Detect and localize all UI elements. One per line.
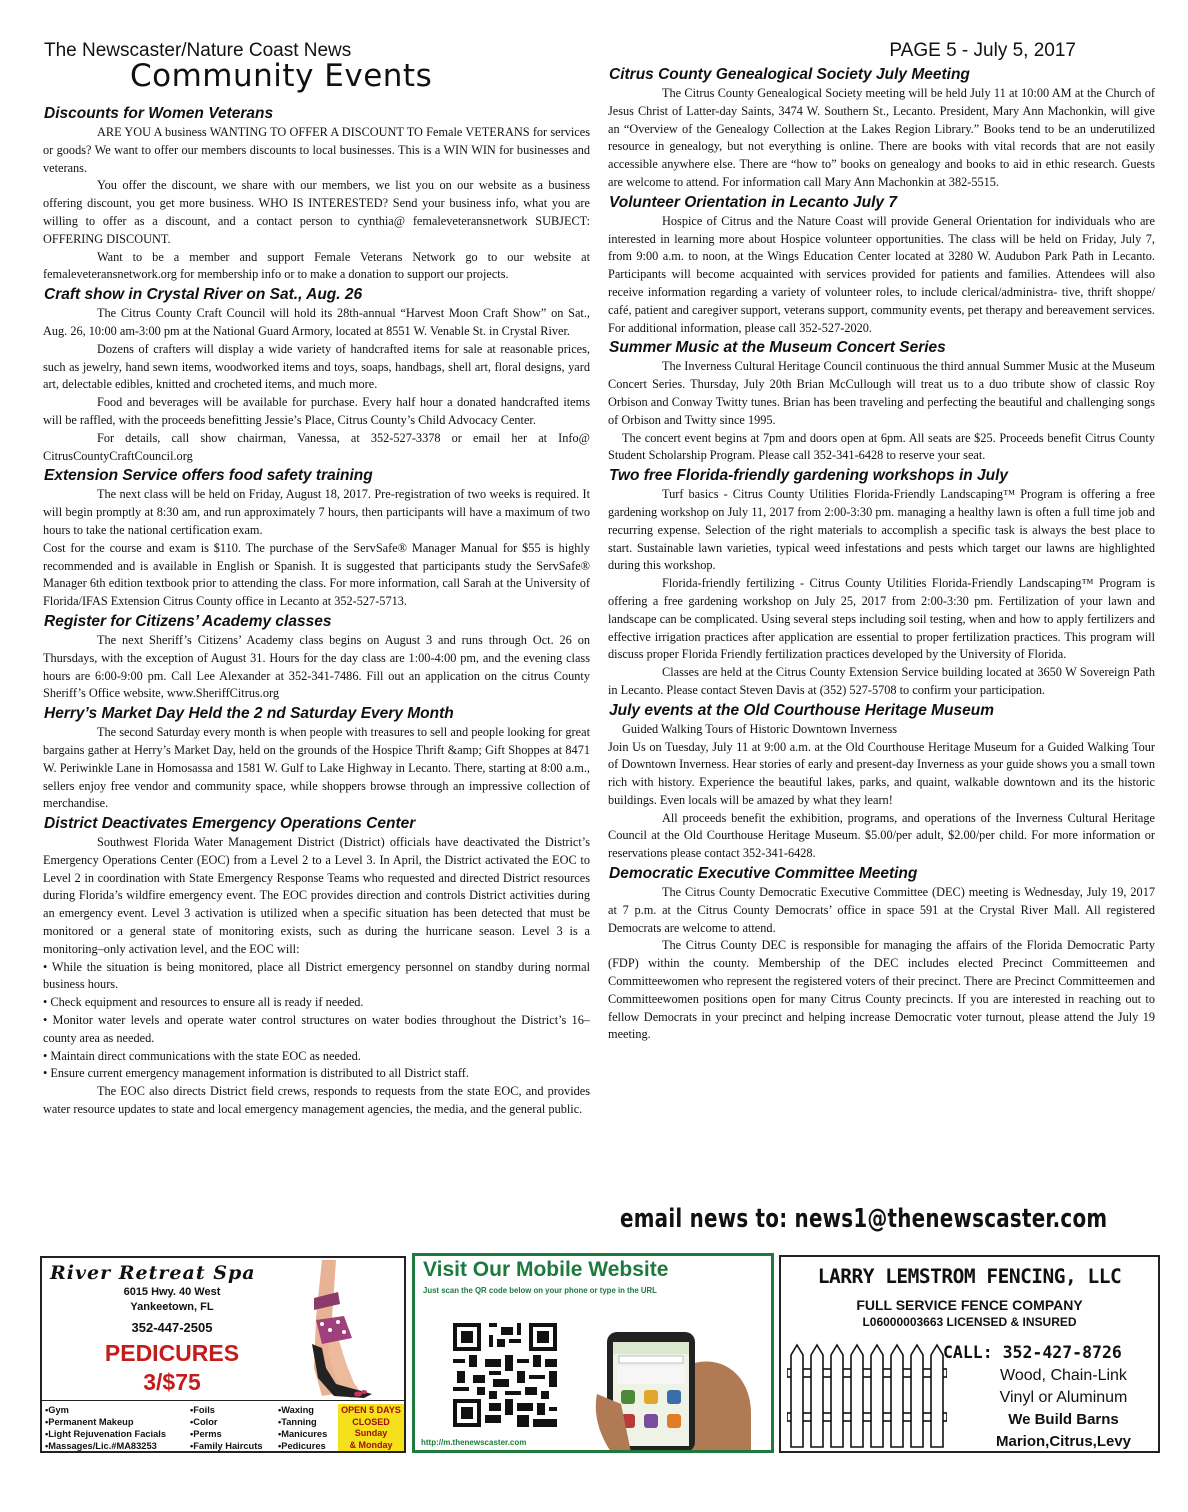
spa-service: •Tanning xyxy=(278,1417,317,1427)
article-paragraph: Food and beverages will be available for purchase. Every half hour a donated handcrafted items will be raffled, with the proceeds benefitting Jessie’s Place, Citrus County’s Child Advocacy Center. xyxy=(43,395,590,427)
article xyxy=(43,286,590,465)
article-paragraph: The Citrus County Democratic Executive Committee (DEC) meeting is Wednesday, July 19, 2017 at 7 p.m. at the Citrus County Democrats’ office in space 591 at the Crystal River Mall. All registered Democrats are welcome to attend. xyxy=(608,885,1155,935)
fence-barns-line: We Build Barns xyxy=(1008,1411,1119,1428)
article-paragraph: The second Saturday every month is when people with treasures to sell and people looking for great bargains gather at Herry’s Market Day, held on the grounds of the Hospice Thrift &amp; Gift Shoppes at 8471 W. Periwinkle Lane in Homosassa and 1581 W. Gulf to Lake Highway in Lecanto. There, starting at 8:00 a.m., sellers enjoy free vendor and community space, while shoppers browse through an impressive collection of merchandise. xyxy=(43,725,590,811)
article-paragraph: The Citrus County Craft Council will hold its 28th-annual “Harvest Moon Craft Show” on Sat., Aug. 26, 10:00 am-3:00 pm at the National Guard Armory, located at 8551 W. Venable St. in Crystal River. xyxy=(43,306,590,338)
spa-phone: 352-447-2505 xyxy=(131,1320,213,1335)
article-headline: Craft show in Crystal River on Sat., Aug. 26 xyxy=(44,286,363,304)
spa-service: •Manicures xyxy=(278,1429,328,1439)
spa-service: •Family Haircuts xyxy=(190,1441,263,1451)
article-paragraph: Want to be a member and support Female Veterans Network go to our website at femaleveteransnetwork.org for membership info or to make a donation to support our projects. xyxy=(43,249,590,282)
article xyxy=(608,467,1155,700)
article-paragraph: Hospice of Citrus and the Nature Coast will provide General Orientation for individuals who are interested in learning more about Hospice volunteer opportunities. The class will be held on Friday, July 7, from 9:00 a.m. to noon, at the Wings Education Center located at 3280 W. Audubon Park Path in Lecanto. Participants will become acquainted with services provided for patients and families. Attendees will also receive information regarding a variety of volunteer roles, to include clerical/administra- tive, thrift shoppe/ café, patient and caregiver support, veterans support, community events, pet therapy and bereavement services. For additional information, please call 352-527-2020. xyxy=(608,213,1155,335)
article-headline: Herry’s Market Day Held the 2 nd Saturday Every Month xyxy=(44,705,454,723)
article-paragraph: The Citrus County Genealogical Society meeting will be held July 11 at 10:00 AM at the Church of Jesus Christ of Latter-day Saints, 3474 W. Southern St., Lecanto. President, Mary Ann Machonkin, will give an “Overview of the Genealogy Collection at the Lakes Region Library.” Books tend to be an underutilized resource in genealogy, but not everything is online. There are books with vital records that are not easily accessible anywhere else. There are “how to” books on genealogy and books to aid in ethic research. Guests are welcome to attend. For information call Mary Ann Machonkin at 382-5515. xyxy=(608,86,1155,189)
spa-divider xyxy=(42,1400,404,1401)
article-paragraph: Florida-friendly fertilizing - Citrus County Utilities Florida-Friendly Landscaping™ Program is offering a free gardening workshop on July 25, 2017 from 2:00-3:30 pm. Fertilization of your lawn and landscape can be complicated. Using several steps including soil testing, when and how to apply fertilizers and effective irrigation practices after application are essential to proper fertilization practices. This program will discuss proper Florida Friendly fertilization practices developed by the University of Florida. xyxy=(608,576,1155,662)
article-paragraph: Turf basics - Citrus County Utilities Florida-Friendly Landscaping™ Program is offering a free gardening workshop on July 11, 2017 from 2:00-3:30 pm. managing a healthy lawn is often a full time job and recurring expense. Selection of the right materials to accomplish a specific task is always the best place to start. Sustainable lawn varieties, typical weed infestations and pests which target our lawns are highlighted during this workshop. xyxy=(608,487,1155,573)
article-paragraph: Cost for the course and exam is $110. The purchase of the ServSafe® Manager Manual for $55 is highly recommended and is available in English or Spanish. It is suggested that participants study the ServSafe® Manager 6th edition textbook prior to attending the class. For more information, call Sarah at the University of Florida/IFAS Extension Citrus County office in Lecanto at 352-527-5713. xyxy=(43,540,590,609)
article xyxy=(608,194,1155,338)
article xyxy=(43,105,590,284)
article-paragraph: Dozens of crafters will display a wide variety of handcrafted items for sale at reasonable prices, such as jewelry, hand sewn items, woodworked items and toys, soaps, handbags, shell art, floral designs, yard art, delectable edibles, knitted and crocheted items, and much more. xyxy=(43,341,590,392)
spa-address-line2: Yankeetown, FL xyxy=(130,1301,214,1313)
article-paragraph: The Inverness Cultural Heritage Council continuous the third annual Summer Music at the Museum Concert Series. Thursday, July 20th Brian McCullough will treat us to a duo tribute show of classic Roy Orbison and Conway Twitty tunes. Brian has been traveling and perfecting the beautiful and challenging songs of Orbison and Twitty since 1995. xyxy=(608,359,1155,427)
smartphone-in-hand-icon xyxy=(591,1304,751,1452)
spa-service: •Permanent Makeup xyxy=(45,1417,134,1427)
spa-services-col2 xyxy=(190,1404,263,1452)
spa-hours-line: & Monday xyxy=(349,1439,393,1450)
spa-hours-line: CLOSED xyxy=(352,1416,390,1427)
spa-service: •Gym xyxy=(45,1405,69,1415)
fence-illustration-icon xyxy=(787,1341,947,1449)
spa-price: 3/$75 xyxy=(143,1369,201,1395)
mobile-ad-subtitle: Just scan the QR code below on your phone or type in the URL xyxy=(423,1286,657,1295)
page-info: PAGE 5 - July 5, 2017 xyxy=(889,40,1076,61)
spa-services-col3 xyxy=(278,1404,327,1452)
article xyxy=(608,339,1155,465)
fence-counties-line: Marion,Citrus,Levy xyxy=(995,1433,1132,1450)
article-paragraph: • Check equipment and resources to ensure all is ready if needed. xyxy=(43,995,364,1010)
article-headline: Register for Citizens’ Academy classes xyxy=(44,612,332,630)
mobile-ad-title: Visit Our Mobile Website xyxy=(423,1258,669,1281)
mobile-ad-url[interactable]: http://m.thenewscaster.com xyxy=(421,1438,527,1447)
right-column xyxy=(608,64,1155,1194)
article-paragraph: The EOC also directs District field crews, responds to requests from the state EOC, and provides water resource updates to state and local emergency management agencies, the media, and the general public. xyxy=(43,1084,590,1117)
fence-company-ad[interactable] xyxy=(779,1255,1160,1453)
article-headline: July events at the Old Courthouse Heritage Museum xyxy=(609,701,994,719)
article xyxy=(608,702,1155,863)
article-headline: District Deactivates Emergency Operations Center xyxy=(44,815,416,833)
article-paragraph: The concert event begins at 7pm and doors open at 6pm. All seats are $25. Proceeds benefit Citrus County Student Scholarship Program. Please call 352-341-6428 to reserve your seat. xyxy=(608,430,1155,463)
spa-hours-line: OPEN 5 DAYS xyxy=(341,1405,401,1415)
article xyxy=(43,467,590,611)
article-paragraph: All proceeds benefit the exhibition, programs, and operations of the Inverness Cultural Heritage Council at the Old Courthouse Heritage Museum. $5.00/per adult, $2.00/per child. For more information or reservations please contact 352-341-6428. xyxy=(608,810,1155,861)
article-headline: Volunteer Orientation in Lecanto July 7 xyxy=(609,193,897,211)
article-paragraph: The Citrus County DEC is responsible for managing the affairs of the Florida Democratic Party (FDP) within the county. Membership of the DEC includes elected Precinct Committeemen and Committeewomen who represent the registered voters of their precinct. There are Precinct Committeemen and Committeewomen positions open for many Citrus County precincts. If you are interested in reaching out to fellow Democrats in your precinct and helping increase Democratic voter turnout, please attend the July 19 meeting. xyxy=(608,938,1155,1042)
mobile-website-ad[interactable] xyxy=(412,1253,774,1453)
spa-service: •Perms xyxy=(190,1429,222,1439)
spa-service: •Light Rejuvenation Facials xyxy=(45,1429,167,1439)
article-headline: Two free Florida-friendly gardening workshops in July xyxy=(609,467,1009,485)
article-paragraph: • While the situation is being monitored, place all District emergency personnel on standby during normal business hours. xyxy=(43,959,590,992)
article-headline: Democratic Executive Committee Meeting xyxy=(609,865,918,883)
article xyxy=(43,705,590,813)
spa-hours-badge xyxy=(338,1404,404,1452)
article-paragraph: • Monitor water levels and operate water control structures on water bodies throughout the District’s 16–county area as needed. xyxy=(43,1013,590,1045)
article-headline: Citrus County Genealogical Society July Meeting xyxy=(609,66,970,83)
article-paragraph: For details, call show chairman, Vanessa, at 352-527-3378 or email her at Info@ CitrusCountyCraftCouncil.org xyxy=(43,430,590,463)
spa-ad[interactable] xyxy=(40,1256,406,1453)
spa-service: •Pedicures xyxy=(278,1441,326,1451)
article xyxy=(43,613,590,703)
spa-service: •Foils xyxy=(190,1405,215,1415)
article-headline: Summer Music at the Museum Concert Series xyxy=(609,339,946,357)
sandal-image xyxy=(292,1258,402,1400)
article-paragraph: • Ensure current emergency management information is distributed to all District staff. xyxy=(43,1066,469,1081)
publication-name: The Newscaster/Nature Coast News xyxy=(44,40,352,61)
spa-address-line1: 6015 Hwy. 40 West xyxy=(123,1286,221,1298)
left-column xyxy=(43,103,590,1247)
fence-service-line: Vinyl or Aluminum xyxy=(999,1389,1128,1406)
email-banner[interactable]: email news to: news1@thenewscaster.com xyxy=(620,1204,1108,1234)
fence-license: L06000003663 LICENSED & INSURED xyxy=(862,1315,1077,1329)
spa-service: •Color xyxy=(190,1417,218,1427)
article-headline: Extension Service offers food safety training xyxy=(44,467,373,485)
spa-name: River Retreat Spa xyxy=(50,1262,256,1284)
fence-company-subtitle: FULL SERVICE FENCE COMPANY xyxy=(856,1297,1083,1313)
article-paragraph: The next class will be held on Friday, August 18, 2017. Pre-registration of two weeks is required. It will begin promptly at 8:30 am, and run approximately 7 hours, then participants will have a maximum of two hours to take the national certification exam. xyxy=(43,487,590,537)
article-paragraph: You offer the discount, we share with our members, we list you on our website as a business offering discount, you get more business. WHO IS INTERESTED? Send your business info, what you are willing to offer as a discount, and a contact person to cynthia@ femaleveteransnetwork SUBJECT: OFFERING DISCOUNT. xyxy=(43,178,590,246)
spa-services-col1 xyxy=(45,1404,166,1452)
qr-code-icon[interactable] xyxy=(453,1323,557,1427)
section-title: Community Events xyxy=(130,58,433,94)
article-headline: Discounts for Women Veterans xyxy=(44,105,274,122)
article-paragraph: Guided Walking Tours of Historic Downtown Inverness xyxy=(622,721,898,736)
article xyxy=(43,815,590,1119)
article xyxy=(608,865,1155,1044)
fence-service-line: Wood, Chain-Link xyxy=(1000,1367,1127,1384)
fence-phone[interactable]: CALL: 352-427-8726 xyxy=(943,1343,1122,1362)
spa-headline: PEDICURES xyxy=(104,1340,240,1366)
article-paragraph: Join Us on Tuesday, July 11 at 9:00 a.m. at the Old Courthouse Heritage Museum for a Guided Walking Tour of Downtown Inverness. Hear stories of early and present-day Inverness as your guide shows you a small town rich with history. Experience the beautiful lakes, parks, and quaint, walkable downtown and its the historic buildings. Even locals will be amazed by what they learn! xyxy=(608,739,1155,807)
spa-service: •Massages/Lic.#MA83253 xyxy=(45,1441,157,1451)
spa-service: •Waxing xyxy=(278,1405,314,1415)
article xyxy=(608,66,1155,192)
article-paragraph: • Maintain direct communications with the state EOC as needed. xyxy=(43,1048,361,1063)
spa-hours-line: Sunday xyxy=(354,1428,388,1438)
article-paragraph: Southwest Florida Water Management District (District) officials have deactivated the District’s Emergency Operations Center (EOC) from a Level 2 to a Level 3. In April, the District activated the EOC to Level 2 in coordination with State Emergency Response Teams who requested and directed District resources during Florida’s wildfire emergency event. The EOC provides direction and controls District activities during an emergency event. Level 3 activation is utilized when a specific situation has been detected that must be monitored or a general state of monitoring exists, such as during the hurricane season. Level 3 is a monitoring–only activation level, and the EOC will: xyxy=(43,835,590,956)
article-paragraph: The next Sheriff’s Citizens’ Academy class begins on August 3 and runs through Oct. 26 on Thursdays, with the exception of August 31. Hours for the day class are 1:00-4:00 pm, and the evening class hours are 6:00-9:00 pm. Call Lee Alexander at 352-341-7486. Fill out an application on the citrus County Sheriff’s Office website, www.SheriffCitrus.org xyxy=(43,632,590,701)
article-paragraph: Classes are held at the Citrus County Extension Service building located at 3650 W Sovereign Path in Lecanto. Please contact Steven Davis at (352) 527-5708 to confirm your participation. xyxy=(608,665,1155,697)
article-paragraph: ARE YOU A business WANTING TO OFFER A DISCOUNT TO Female VETERANS for services or goods? We want to offer our members discounts to local businesses. This is a WIN WIN for businesses and veterans. xyxy=(43,125,590,175)
fence-company-name: LARRY LEMSTROM FENCING, LLC xyxy=(817,1265,1122,1288)
